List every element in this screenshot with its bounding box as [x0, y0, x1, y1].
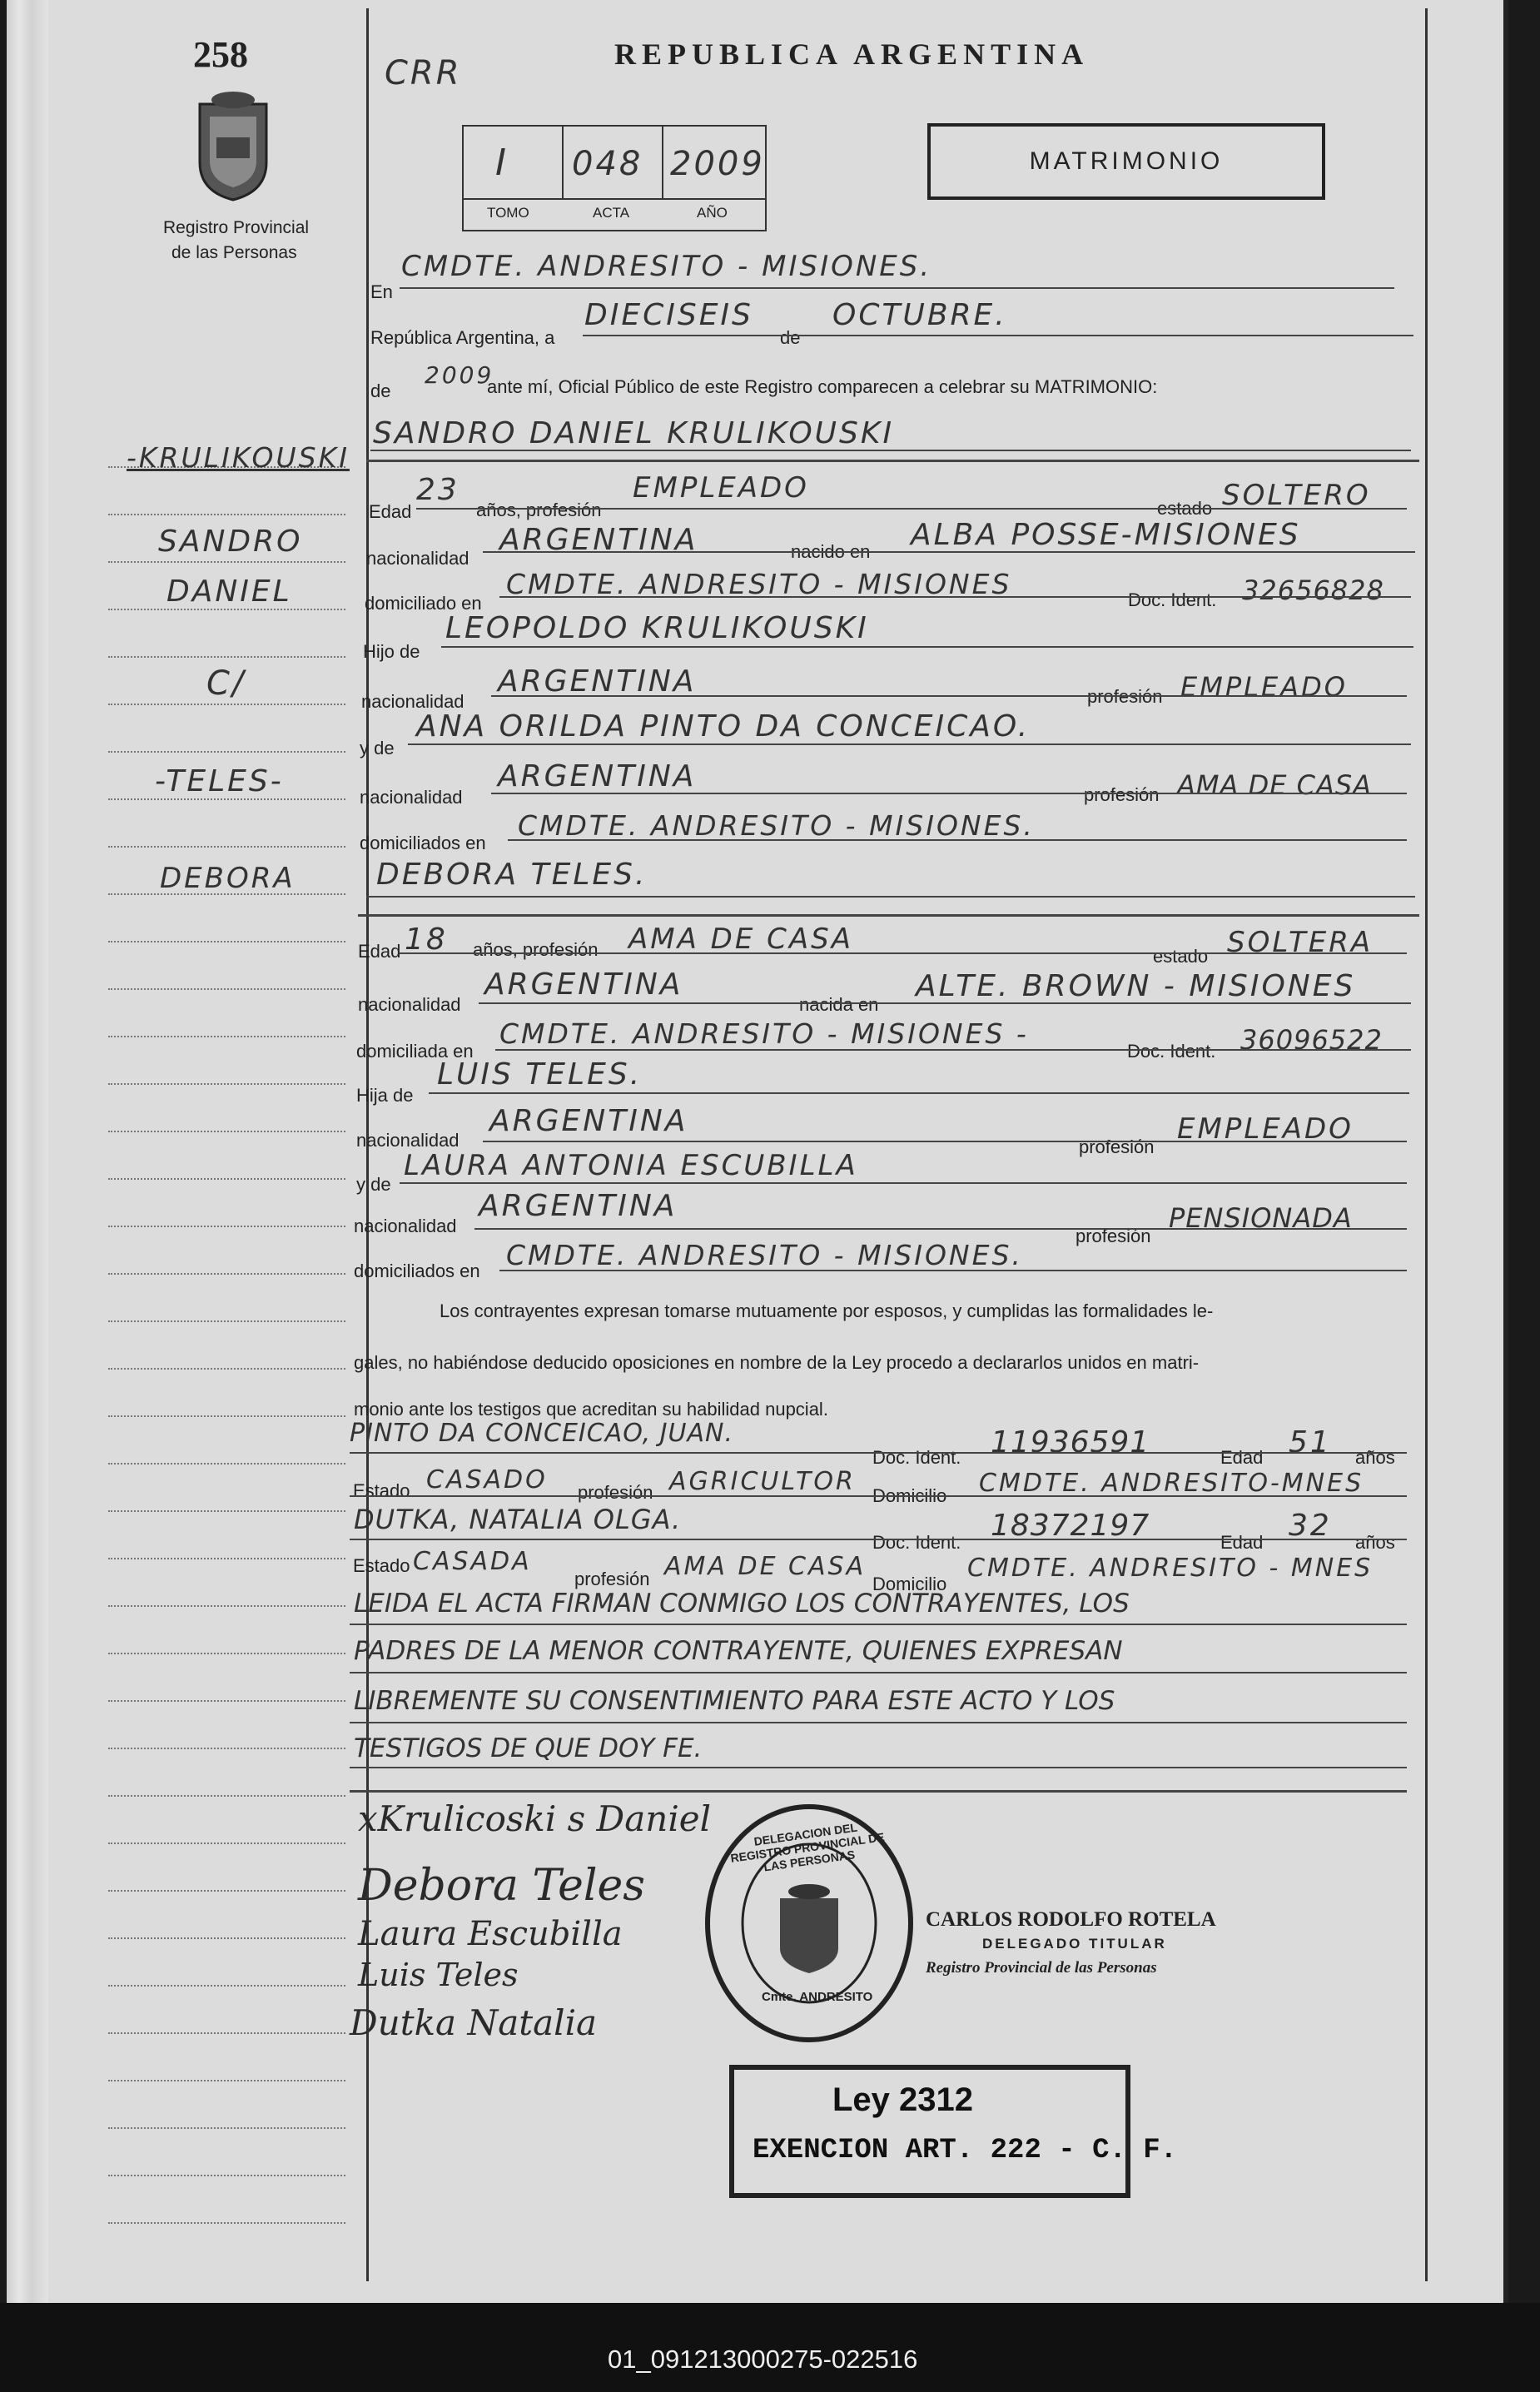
bride-mother-prof-label: profesión [1076, 1226, 1151, 1246]
bride-full-name: DEBORA TELES. [376, 858, 648, 892]
groom-father-nationality: ARGENTINA [498, 664, 697, 699]
place-value: CMDTE. ANDRESITO - MISIONES. [401, 250, 932, 283]
witness-1-edad-label: Edad [1220, 1447, 1264, 1468]
official-name: CARLOS RODOLFO ROTELA [926, 1908, 1216, 1931]
margin-name-1a: SANDRO [158, 525, 303, 559]
stamp-law: Ley 2312 [832, 2081, 974, 2118]
margin-ruled-line [108, 1273, 345, 1275]
groom-profession: EMPLEADO [633, 471, 809, 505]
de-year-label: de [370, 380, 391, 401]
right-border [1425, 8, 1428, 2281]
signature-mother: Laura Escubilla [358, 1915, 623, 1953]
groom-address: CMDTE. ANDRESITO - MISIONES [506, 568, 1012, 600]
margin-ruled-line [108, 941, 345, 942]
bride-nationality: ARGENTINA [484, 967, 683, 1002]
margin-ruled-line [108, 1748, 345, 1749]
margin-ruled-line [108, 514, 345, 515]
groom-age: 23 [416, 473, 460, 507]
bride-edad-label: Edad [358, 941, 401, 962]
month-value: OCTUBRE. [832, 298, 1007, 332]
witness-1-profession: AGRICULTOR [669, 1467, 856, 1496]
margin-conjunction: C/ [206, 664, 246, 703]
margin-ruled-line [108, 609, 345, 610]
margin-name-2: DEBORA [160, 862, 296, 895]
margin-ruled-line [108, 704, 345, 705]
tomo-label: TOMO [487, 205, 529, 221]
acta-label: ACTA [593, 205, 630, 221]
margin-ruled-line [108, 2127, 345, 2129]
groom-profesion-label: años, profesión [476, 500, 602, 520]
groom-mother-nationality: ARGENTINA [498, 759, 697, 793]
groom-marital-status: SOLTERO [1222, 479, 1371, 512]
ano-value: 2009 [670, 145, 765, 183]
groom-parents-dom-label: domiciliados en [360, 833, 486, 853]
bride-marital-status: SOLTERA [1227, 926, 1374, 959]
declaration-line-1: Los contrayentes expresan tomarse mutuamente por esposos, y cumplidas las formalidades le- [440, 1300, 1214, 1321]
stamp-exemption: EXENCION ART. 222 - C. F. [753, 2135, 1178, 2166]
witness-2-prof-label: profesión [574, 1569, 650, 1589]
bride-profession: AMA DE CASA [628, 922, 853, 956]
bride-age: 18 [405, 922, 448, 957]
margin-ruled-line [108, 846, 345, 848]
margin-ruled-line [108, 1463, 345, 1465]
margin-ruled-line [108, 1558, 345, 1559]
bride-address: CMDTE. ANDRESITO - MISIONES - [499, 1017, 1029, 1050]
signature-witness-2: Dutka Natalia [350, 2002, 598, 2043]
record-number-box [462, 125, 767, 231]
groom-mother-prof-label: profesión [1084, 784, 1160, 805]
bride-mother-nac-label: nacionalidad [354, 1216, 457, 1236]
bride-y-de-label: y de [356, 1174, 391, 1195]
groom-estado-label: estado [1157, 498, 1213, 519]
witness-1-estado-label: Estado [353, 1480, 410, 1501]
closing-line-4: TESTIGOS DE QUE DOY FE. [354, 1733, 703, 1763]
witness-2-address: CMDTE. ANDRESITO - MNES [967, 1554, 1374, 1583]
document-type-box [927, 123, 1325, 200]
scan-file-code: 01_091213000275-022516 [608, 2345, 918, 2374]
witness-2-age: 32 [1289, 1509, 1332, 1543]
registry-name-line-1: Registro Provincial [163, 218, 310, 237]
bride-parents-address: CMDTE. ANDRESITO - MISIONES. [506, 1239, 1023, 1271]
bride-mother: LAURA ANTONIA ESCUBILLA [404, 1149, 858, 1182]
groom-father: LEOPOLDO KRULIKOUSKI [445, 611, 869, 645]
witness-2-doc: 18372197 [991, 1509, 1150, 1543]
province-coat-of-arms-icon [191, 87, 275, 204]
signature-father: Luis Teles [358, 1957, 519, 1993]
witness-2-edad-label: Edad [1220, 1532, 1264, 1553]
bride-hija-label: Hija de [356, 1085, 414, 1106]
day-value: DIECISEIS [584, 298, 753, 332]
witness-2-doc-label: Doc. Ident. [872, 1532, 961, 1553]
de-label: de [780, 327, 801, 348]
bride-mother-profession: PENSIONADA [1169, 1202, 1353, 1234]
page-number: 258 [193, 34, 248, 75]
official-org: Registro Provincial de las Personas [926, 1959, 1157, 1977]
groom-mother: ANA ORILDA PINTO DA CONCEICAO. [416, 709, 1031, 743]
bride-birthplace: ALTE. BROWN - MISIONES [916, 969, 1356, 1003]
declaration-line-3: monio ante los testigos que acreditan su habilidad nupcial. [354, 1399, 828, 1420]
margin-ruled-line [108, 1653, 345, 1654]
seal-text: DELEGACION DEL REGISTRO PROVINCIAL DE LAS PERSONAS [729, 1820, 886, 1874]
bride-doc: 36096522 [1240, 1024, 1383, 1056]
header-code: CRR [385, 54, 462, 92]
groom-edad-label: Edad [369, 501, 412, 522]
margin-ruled-line [108, 1415, 345, 1417]
margin-ruled-line [108, 1083, 345, 1085]
witness-2-estado-label: Estado [353, 1555, 410, 1576]
registry-name-line-2: de las Personas [171, 243, 297, 262]
margin-ruled-line [108, 1605, 345, 1607]
scan-footer [0, 2303, 1540, 2392]
margin-ruled-line [108, 1178, 345, 1180]
groom-y-de-label: y de [360, 738, 395, 758]
groom-doc-label: Doc. Ident. [1128, 589, 1217, 610]
document-type: MATRIMONIO [1029, 147, 1224, 175]
witness-2-anos-label: años [1355, 1532, 1395, 1553]
witness-1-prof-label: profesión [578, 1482, 653, 1503]
intro-text: ante mí, Oficial Público de este Registro comparecen a celebrar su MATRIMONIO: [487, 376, 1158, 397]
margin-ruled-line [108, 2032, 345, 2034]
bride-parents-dom-label: domiciliados en [354, 1261, 480, 1281]
margin-ruled-line [108, 1131, 345, 1132]
groom-father-prof-label: profesión [1087, 686, 1163, 707]
margin-ruled-line [108, 656, 345, 658]
official-title: DELEGADO TITULAR [982, 1936, 1167, 1952]
margin-ruled-line [108, 1937, 345, 1939]
tomo-value: I [495, 142, 509, 184]
margin-ruled-line [108, 988, 345, 990]
bride-doc-label: Doc. Ident. [1127, 1041, 1216, 1062]
witness-1-anos-label: años [1355, 1447, 1395, 1468]
margin-ruled-line [108, 1795, 345, 1797]
margin-ruled-line [108, 1036, 345, 1037]
ano-label: AÑO [697, 205, 728, 221]
margin-ruled-line [108, 2175, 345, 2176]
groom-mother-nac-label: nacionalidad [360, 787, 463, 808]
margin-ruled-line [108, 1985, 345, 1987]
bride-nac-label: nacionalidad [358, 994, 461, 1015]
signature-groom: xKrulicoski s Daniel [358, 1798, 712, 1839]
groom-dom-label: domiciliado en [365, 593, 482, 614]
groom-birthplace: ALBA POSSE-MISIONES [911, 518, 1301, 552]
margin-ruled-line [108, 1842, 345, 1844]
witness-2-profession: AMA DE CASA [664, 1552, 867, 1581]
declaration-line-2: gales, no habiéndose deducido oposiciones en nombre de la Ley procedo a declararlos unidos en matri- [354, 1352, 1200, 1373]
bride-profesion-label: años, profesión [473, 939, 599, 960]
bride-father-nationality: ARGENTINA [489, 1104, 688, 1138]
margin-ruled-line [108, 1368, 345, 1370]
witness-1-name: PINTO DA CONCEICAO, JUAN. [350, 1419, 734, 1448]
closing-line-3: LIBREMENTE SU CONSENTIMIENTO PARA ESTE ACTO Y LOS [354, 1686, 1115, 1716]
witness-1-doc-label: Doc. Ident. [872, 1447, 961, 1468]
margin-ruled-line [108, 751, 345, 753]
book-spine [7, 0, 48, 2303]
bride-estado-label: estado [1153, 946, 1209, 967]
year-value: 2009 [425, 361, 494, 389]
margin-ruled-line [108, 1890, 345, 1892]
bride-father-profession: EMPLEADO [1177, 1112, 1354, 1146]
bride-dom-label: domiciliada en [356, 1041, 474, 1062]
groom-nacido-label: nacido en [791, 541, 871, 562]
country-title: REPUBLICA ARGENTINA [614, 37, 1090, 71]
en-label: En [370, 281, 393, 302]
margin-ruled-line [108, 1700, 345, 1702]
bride-nacida-label: nacida en [799, 994, 879, 1015]
margin-ruled-line [108, 798, 345, 800]
acta-value: 048 [572, 145, 643, 183]
bride-father-prof-label: profesión [1079, 1136, 1155, 1157]
groom-hijo-label: Hijo de [363, 641, 420, 662]
witness-2-name: DUTKA, NATALIA OLGA. [354, 1504, 682, 1535]
bride-father: LUIS TELES. [437, 1057, 643, 1092]
groom-doc: 32656828 [1242, 574, 1384, 606]
witness-2-marital-status: CASADA [413, 1547, 532, 1576]
groom-father-nac-label: nacionalidad [361, 691, 464, 712]
groom-nac-label: nacionalidad [366, 548, 469, 569]
margin-name-1b: DANIEL [166, 574, 292, 609]
margin-surname-2: -TELES- [155, 764, 284, 798]
exemption-stamp [729, 2065, 1178, 2198]
signature-bride: Debora Teles [358, 1861, 645, 1911]
closing-line-2: PADRES DE LA MENOR CONTRAYENTE, QUIENES EXPRESAN [354, 1636, 1123, 1666]
margin-ruled-line [108, 561, 345, 563]
witness-1-marital-status: CASADO [426, 1465, 548, 1494]
margin-ruled-line [108, 1226, 345, 1227]
margin-surname-1: -KRULIKOUSKI [127, 441, 350, 474]
margin-ruled-line [108, 2222, 345, 2224]
witness-1-dom-label: Domicilio [872, 1485, 947, 1506]
bride-mother-nationality: ARGENTINA [479, 1189, 678, 1223]
groom-nationality: ARGENTINA [499, 523, 698, 557]
witness-1-age: 51 [1289, 1425, 1332, 1460]
witness-1-doc: 11936591 [991, 1425, 1150, 1460]
republica-label: República Argentina, a [370, 327, 555, 348]
groom-mother-profession: AMA DE CASA [1177, 769, 1373, 801]
groom-full-name: SANDRO DANIEL KRULIKOUSKI [373, 416, 895, 450]
witness-1-address: CMDTE. ANDRESITO-MNES [979, 1469, 1364, 1498]
groom-father-profession: EMPLEADO [1180, 671, 1348, 703]
margin-ruled-line [108, 2080, 345, 2081]
closing-line-1: LEIDA EL ACTA FIRMAN CONMIGO LOS CONTRAYENTES, LOS [354, 1589, 1130, 1619]
seal-center-text: Cmte. ANDRESITO [762, 1990, 873, 2004]
groom-parents-address: CMDTE. ANDRESITO - MISIONES. [518, 809, 1035, 842]
margin-ruled-line [108, 1320, 345, 1322]
bride-father-nac-label: nacionalidad [356, 1130, 460, 1151]
witness-2-dom-label: Domicilio [872, 1574, 947, 1594]
margin-ruled-line [108, 1510, 345, 1512]
